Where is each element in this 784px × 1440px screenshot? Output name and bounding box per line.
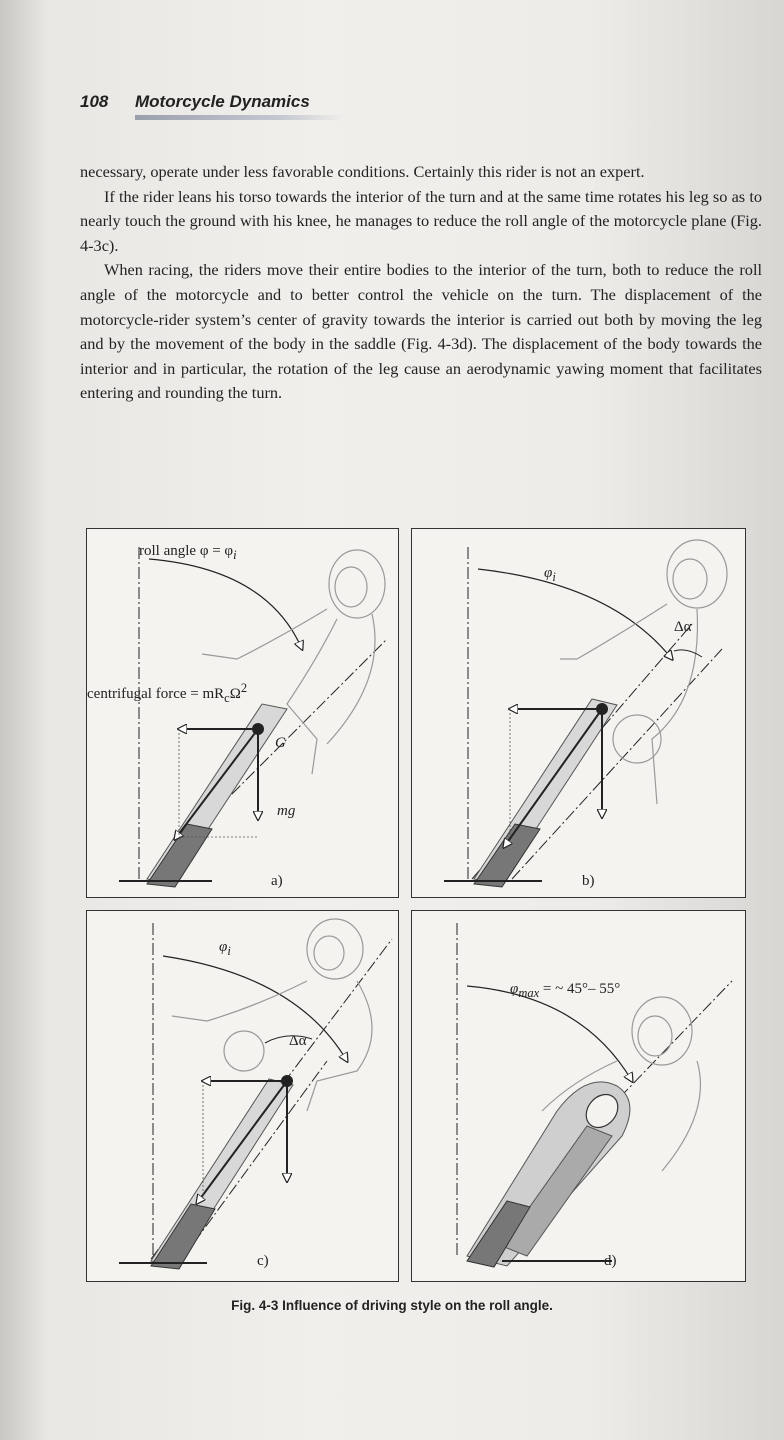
panel-d-drawing xyxy=(412,911,747,1283)
center-of-gravity-label: G xyxy=(275,735,286,751)
panel-b-drawing xyxy=(412,529,747,899)
panel-a-drawing xyxy=(87,529,400,899)
running-title: Motorcycle Dynamics xyxy=(135,92,310,111)
figure-4-3 xyxy=(86,528,746,1284)
centrifugal-force-label: centrifugal force = $mR_c\Omega^2$ xyxy=(87,681,248,705)
panel-c-delta-alpha-label: Δα xyxy=(289,1033,307,1049)
panel-a-tag: a) xyxy=(271,873,283,889)
paragraph-3: When racing, the riders move their entire bodies to the interior of the turn, both to reduce the roll angle of the motorcycle and to better control the vehicle on the turn. The displacement of the motorcycle-rider system’s center of gravity towards the interior is carried out both by moving the leg and by the movement of the body in the saddle (Fig. 4-3d). The displacement of the body towards the interior and in particular, the rotation of the leg cause an aerodynamic yawing moment that facilitates entering and rounding the turn. xyxy=(80,260,762,403)
panel-c-phi-label: $\varphi_i$ xyxy=(219,939,231,958)
weight-force-label: mg xyxy=(277,803,296,819)
panel-b-tag: b) xyxy=(582,873,595,889)
page-header xyxy=(80,92,740,126)
paragraph-2: If the rider leans his torso towards the interior of the turn and at the same time rotates his leg so as to nearly touch the ground with his knee, he manages to reduce the roll angle of the motorcycle plane (Fig. 4-3c). xyxy=(80,186,762,255)
panel-c xyxy=(86,910,399,1282)
panel-a xyxy=(86,528,399,898)
page-number: 108 xyxy=(80,92,109,111)
panel-d xyxy=(411,910,746,1282)
panel-d-phi-max-label: $\varphi_{max}$ = ~ 45°– 55° xyxy=(510,981,621,1000)
panel-c-drawing xyxy=(87,911,400,1283)
panel-b-phi-label: $\varphi_i$ xyxy=(544,565,556,584)
body-text xyxy=(80,160,762,406)
panel-b-delta-alpha-label: Δα xyxy=(674,619,692,635)
figure-caption: Fig. 4-3 Influence of driving style on the roll angle. xyxy=(231,1298,553,1313)
panel-c-tag: c) xyxy=(257,1253,269,1269)
panel-b xyxy=(411,528,746,898)
header-rule xyxy=(135,115,345,120)
panel-d-tag: d) xyxy=(604,1253,617,1269)
roll-angle-label: roll angle $\varphi = \varphi_i$ xyxy=(139,543,237,562)
paragraph-1: necessary, operate under less favorable conditions. Certainly this rider is not an expert. xyxy=(80,162,645,181)
